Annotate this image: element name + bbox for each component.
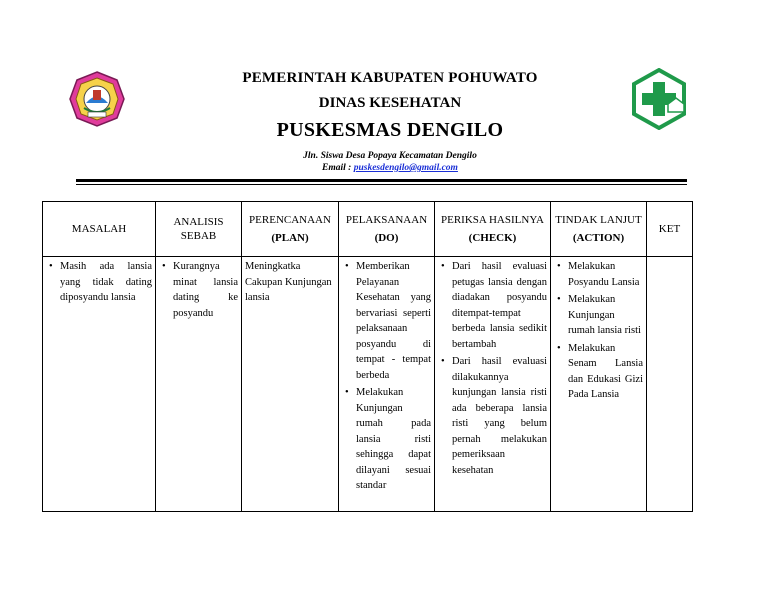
header-divider-thick — [76, 179, 687, 182]
government-title: PEMERINTAH KABUPATEN POHUWATO — [242, 70, 538, 86]
regency-emblem-icon — [68, 70, 126, 128]
puskesmas-title: PUSKESMAS DENGILO — [276, 119, 504, 141]
cell-ket — [647, 257, 693, 512]
list-item: • Dari hasil evaluasi dilakukannya kunjungan lansia risti ada beberapa lansia risti yang belum pernah melakukan pemeriksaan kesehatan — [452, 354, 547, 478]
cell-analisis — [156, 257, 242, 512]
header-perencanaan: PERENCANAAN (PLAN) — [242, 202, 339, 257]
address-line: Jln. Siswa Desa Popaya Kecamatan Dengilo — [303, 151, 477, 161]
header-pelaksanaan: PELAKSANAAN (DO) — [339, 202, 435, 257]
cell-perencanaan — [242, 257, 339, 512]
email-link[interactable]: puskesdengilo@gmail.com — [353, 163, 458, 173]
email-line — [160, 163, 620, 173]
list-item: • Melakukan Kunjungan rumah lansia risti — [568, 292, 643, 339]
department-title: DINAS KESEHATAN — [318, 95, 462, 111]
list-item: • Masih ada lansia yang tidak dating diposyandu lansia — [60, 259, 152, 306]
header-tindak-lanjut: TINDAK LANJUT (ACTION) — [551, 202, 647, 257]
list-item: • Memberikan Pelayanan Kesehatan yang bervariasi seperti pelaksanaan posyandu di tempat - tempat berbeda — [356, 259, 431, 383]
list-item: • Dari hasil evaluasi petugas lansia dengan diadakan posyandu ditempat-tempat berbeda lansia sedikit bertambah — [452, 259, 547, 352]
plan-text: Meningkatka Cakupan Kunjungan lansia — [245, 261, 332, 303]
list-item: • Melakukan Senam Lansia dan Edukasi Gizi Pada Lansia — [568, 341, 643, 403]
cell-periksa — [435, 257, 551, 512]
list-item: • Melakukan Kunjungan rumah pada lansia risti sehingga dapat dilayani sesuai standar — [356, 385, 431, 494]
table-header-row — [43, 202, 693, 257]
health-cross-logo-icon — [628, 68, 690, 130]
cell-masalah — [43, 257, 156, 512]
list-item: • Kurangnya minat lansia dating ke posyandu — [173, 259, 238, 321]
header-periksa-hasilnya: PERIKSA HASILNYA (CHECK) — [435, 202, 551, 257]
header-analisis-sebab: ANALISIS SEBAB — [156, 202, 242, 257]
list-item: • Melakukan Posyandu Lansia — [568, 259, 643, 290]
header-divider-thin — [76, 184, 687, 185]
table-row — [43, 257, 693, 512]
cell-pelaksanaan — [339, 257, 435, 512]
cell-tindak — [551, 257, 647, 512]
header-masalah: MASALAH — [43, 202, 156, 257]
pdca-table — [42, 201, 693, 512]
header-ket: KET — [647, 202, 693, 257]
email-label: Email : — [322, 163, 354, 173]
